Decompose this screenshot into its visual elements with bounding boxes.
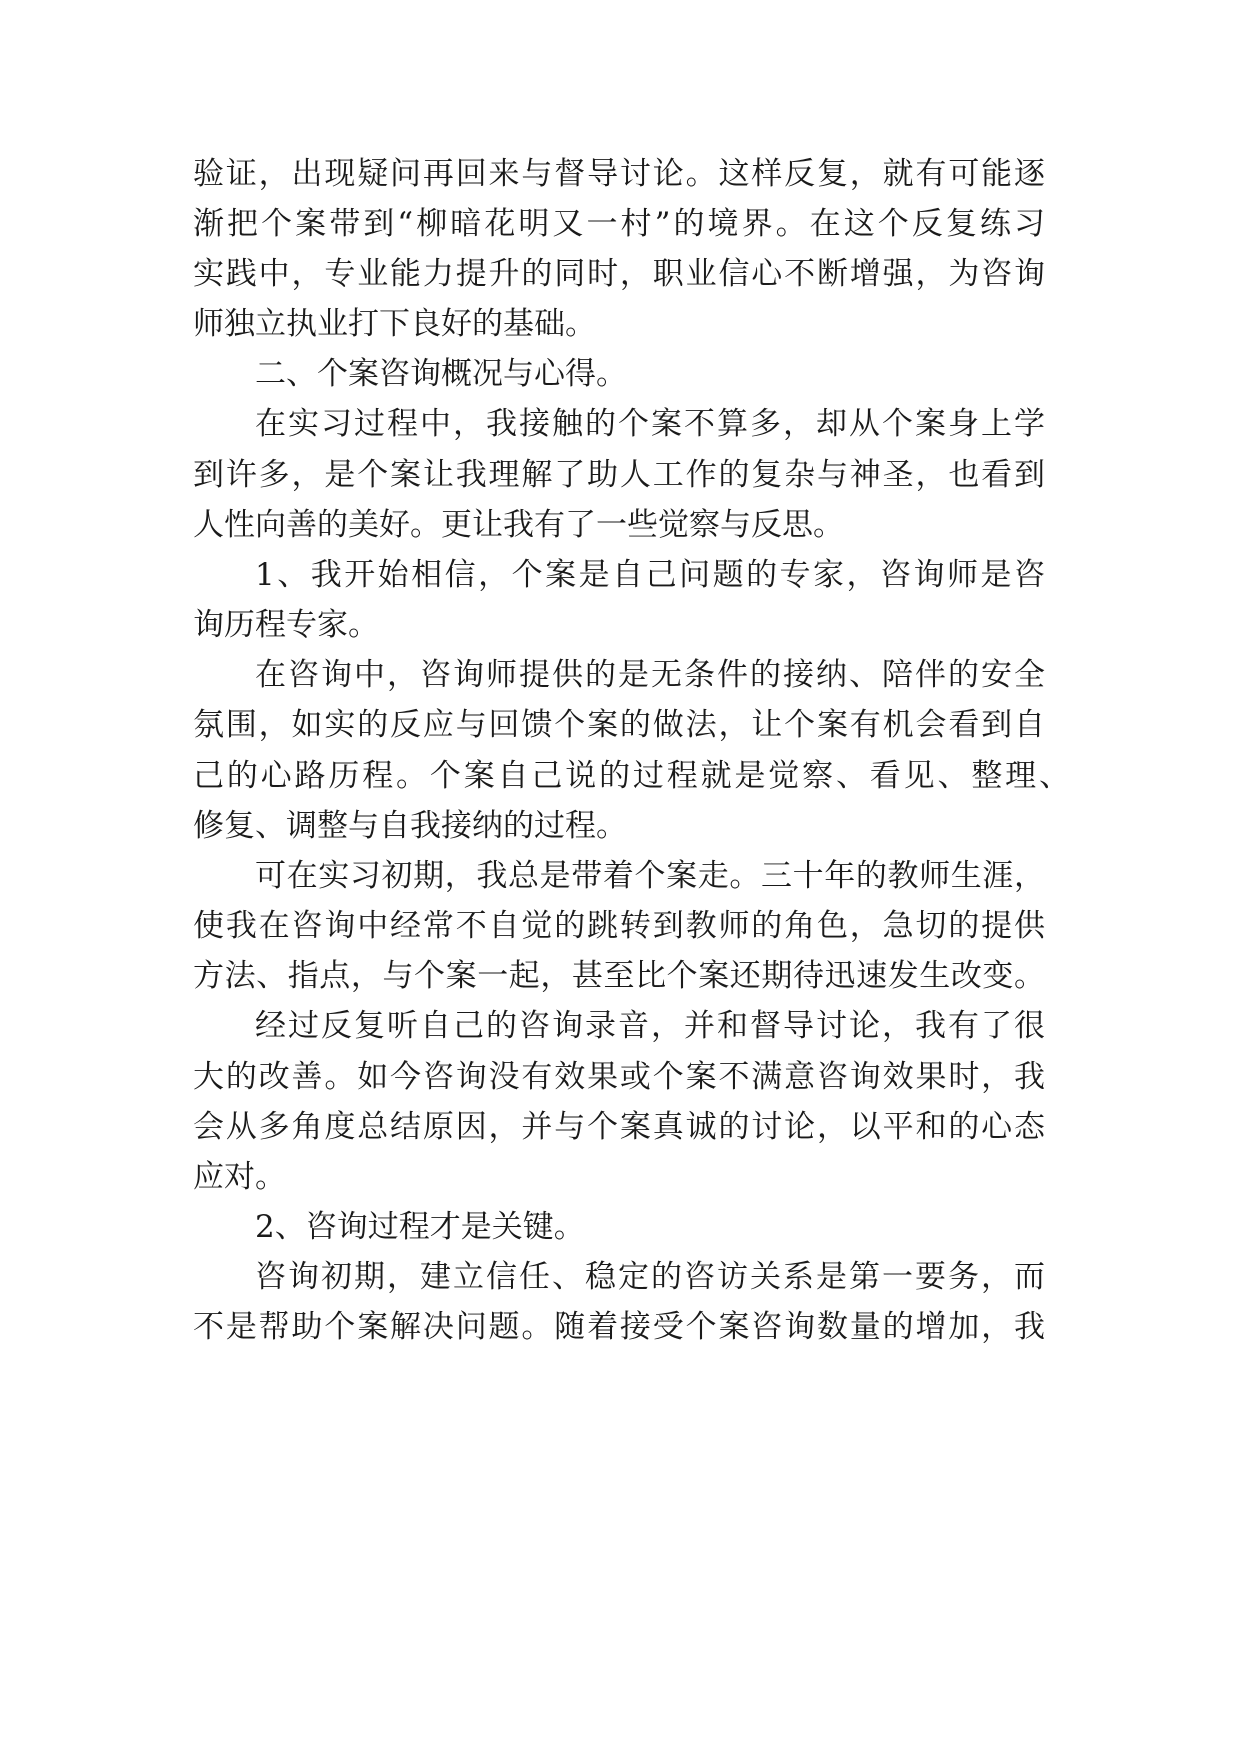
line-text: 人性向善的美好。更让我有了一些觉察与反思。 <box>193 507 844 543</box>
line-text: 应对。 <box>193 1159 286 1195</box>
line-text: 氛围，如实的反应与回馈个案的做法，让个案有机会看到自 <box>193 707 1045 743</box>
text-line <box>0 599 1241 651</box>
text-line <box>0 750 1241 802</box>
line-text: 修复、调整与自我接纳的过程。 <box>193 808 627 844</box>
line-text: 渐把个案带到“柳暗花明又一村”的境界。在这个反复练习 <box>193 206 1045 242</box>
line-text: 二、个案咨询概况与心得。 <box>255 356 627 392</box>
text-line <box>0 1151 1241 1203</box>
text-line <box>0 1101 1241 1153</box>
line-text: 在咨询中，咨询师提供的是无条件的接纳、陪伴的安全 <box>255 657 1045 693</box>
text-line <box>0 148 1241 200</box>
text-line <box>0 248 1241 300</box>
line-text: 2、咨询过程才是关键。 <box>255 1209 585 1245</box>
line-text: 可在实习初期，我总是带着个案走。三十年的教师生涯， <box>255 858 1045 894</box>
text-line <box>0 1051 1241 1103</box>
line-text: 咨询初期，建立信任、稳定的咨访关系是第一要务，而 <box>255 1259 1045 1295</box>
line-text: 在实习过程中，我接触的个案不算多，却从个案身上学 <box>255 406 1045 442</box>
line-text: 实践中，专业能力提升的同时，职业信心不断增强，为咨询 <box>193 256 1045 292</box>
section-heading <box>0 1201 1241 1253</box>
line-text: 1、我开始相信，个案是自己问题的专家，咨询师是咨 <box>255 557 1045 593</box>
line-text: 大的改善。如今咨询没有效果或个案不满意咨询效果时，我 <box>193 1059 1045 1095</box>
line-text: 验证，出现疑问再回来与督导讨论。这样反复，就有可能逐 <box>193 156 1045 192</box>
section-heading <box>0 348 1241 400</box>
text-line <box>0 649 1241 701</box>
line-text: 己的心路历程。个案自己说的过程就是觉察、看见、整理、 <box>193 758 1070 794</box>
text-line <box>0 699 1241 751</box>
text-line <box>0 1251 1241 1303</box>
line-text: 师独立执业打下良好的基础。 <box>193 306 596 342</box>
text-line <box>0 198 1241 250</box>
line-text: 使我在咨询中经常不自觉的跳转到教师的角色，急切的提供 <box>193 908 1045 944</box>
text-line <box>0 499 1241 551</box>
line-text: 询历程专家。 <box>193 607 379 643</box>
text-line <box>0 800 1241 852</box>
line-text: 到许多，是个案让我理解了助人工作的复杂与神圣，也看到 <box>193 457 1045 493</box>
line-text: 会从多角度总结原因，并与个案真诚的讨论，以平和的心态 <box>193 1109 1045 1145</box>
line-text: 不是帮助个案解决问题。随着接受个案咨询数量的增加，我 <box>193 1309 1045 1345</box>
text-line <box>0 850 1241 902</box>
text-line <box>0 449 1241 501</box>
text-line <box>0 298 1241 350</box>
line-text: 方法、指点，与个案一起，甚至比个案还期待迅速发生改变。 <box>193 958 1045 994</box>
text-line <box>0 900 1241 952</box>
line-text: 经过反复听自己的咨询录音，并和督导讨论，我有了很 <box>255 1008 1045 1044</box>
text-line <box>0 549 1241 601</box>
text-line <box>0 1301 1241 1353</box>
text-line <box>0 950 1241 1002</box>
text-line <box>0 398 1241 450</box>
text-line <box>0 1000 1241 1052</box>
